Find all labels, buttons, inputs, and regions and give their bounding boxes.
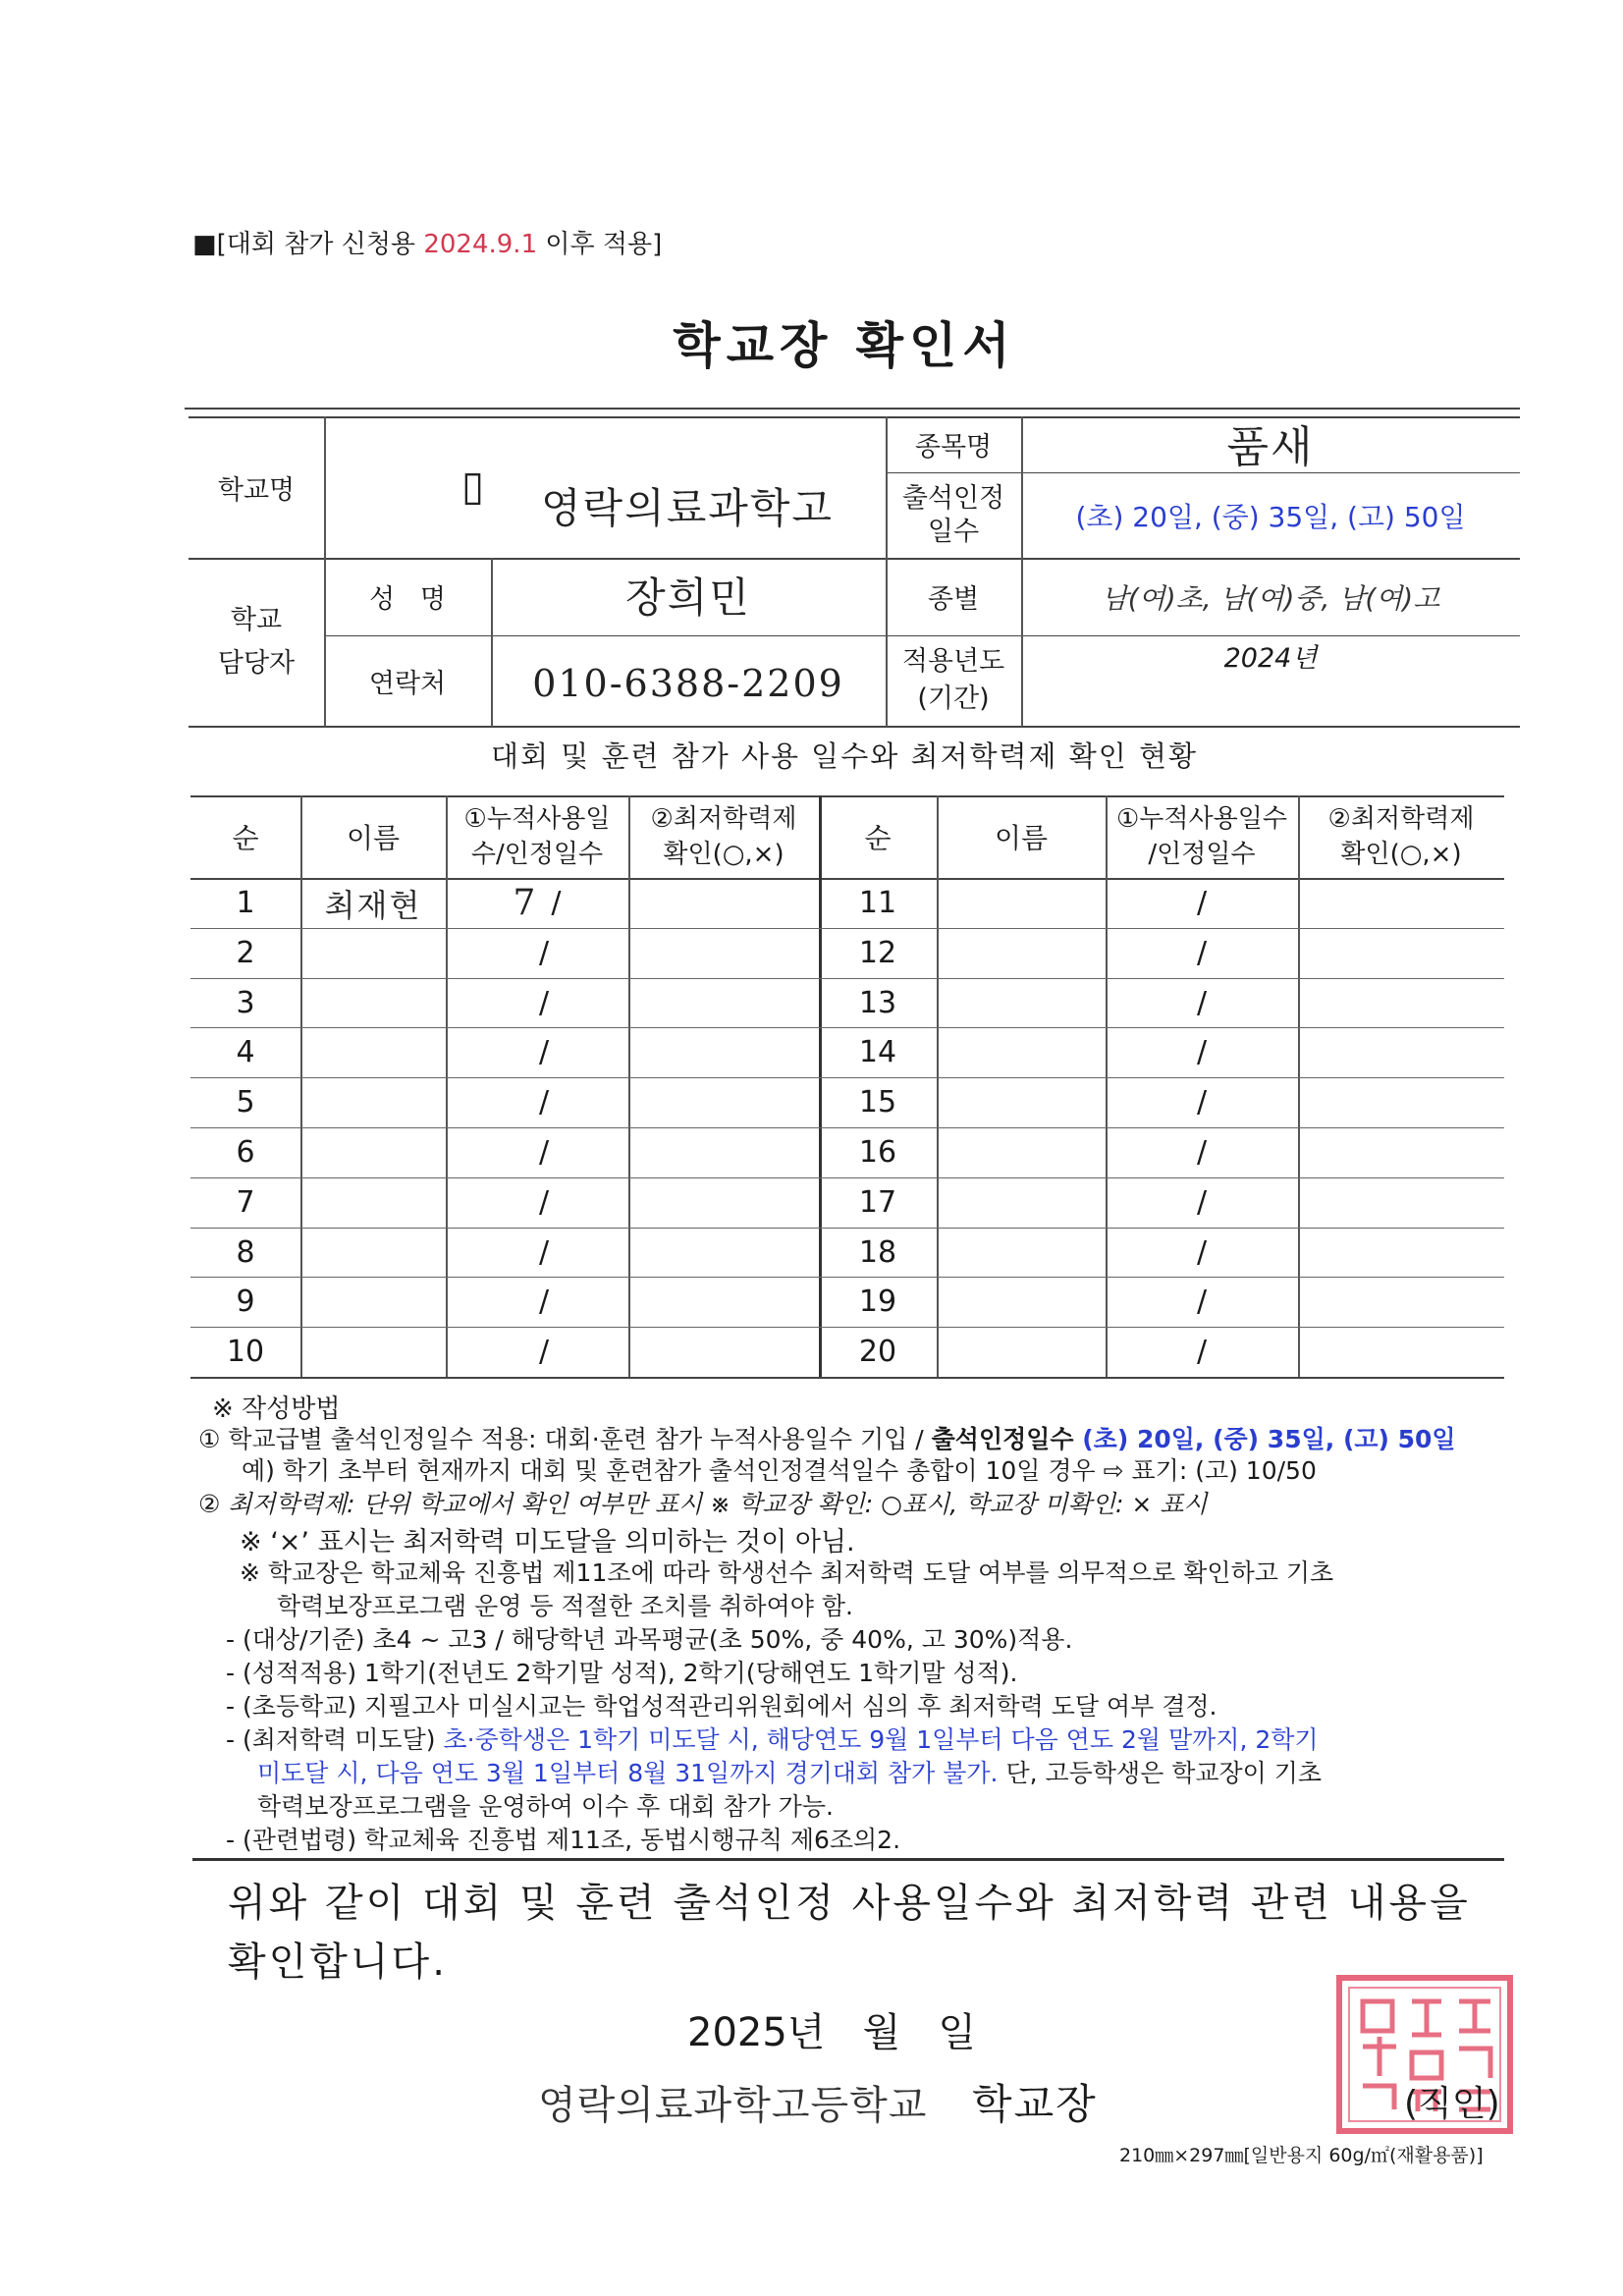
row-check-right bbox=[1298, 1077, 1504, 1127]
row-check bbox=[628, 1077, 819, 1127]
row-number: 10 bbox=[226, 1335, 265, 1369]
row-days-slash: / bbox=[538, 1335, 550, 1369]
notice-line bbox=[192, 224, 662, 260]
row-days-value: 7 bbox=[513, 883, 538, 923]
header-num: 순 bbox=[232, 822, 259, 854]
row-check bbox=[628, 1277, 819, 1327]
note-5: - (대상/기준) 초4 ~ 고3 / 해당학년 과목평균(초 50%, 중 40%, 고 30%)적용. bbox=[226, 1625, 1073, 1654]
confirm-line-1: 위와 같이 대회 및 훈련 출석인정 사용일수와 최저학력 관련 내용을 bbox=[228, 1881, 1471, 1926]
row-days-slash: / bbox=[538, 1185, 550, 1220]
row-name bbox=[300, 1177, 446, 1228]
header-check-2: 확인(○,×) bbox=[663, 840, 784, 869]
event-label: 종목명 bbox=[914, 432, 993, 463]
header-check-right bbox=[1298, 795, 1504, 878]
name-value: 장희민 bbox=[625, 574, 751, 622]
row-name-right bbox=[937, 1127, 1106, 1177]
row-number-right: 11 bbox=[858, 886, 897, 920]
row-name-right bbox=[937, 1228, 1106, 1278]
row-name bbox=[300, 978, 446, 1028]
row-days bbox=[446, 1327, 628, 1377]
header-days-right-2: /인정일수 bbox=[1148, 840, 1256, 869]
manager-label bbox=[189, 558, 324, 726]
note-4-a: ※ 학교장은 학교체육 진흥법 제11조에 따라 학생선수 최저학력 도달 여부를 의무적으로 확인하고 기초 bbox=[240, 1558, 1334, 1587]
row-days-slash: / bbox=[538, 1035, 550, 1069]
note-8-c: 미도달 시, 다음 연도 3월 1일부터 8월 31일까지 경기대회 참가 불가. bbox=[257, 1759, 999, 1787]
note-1 bbox=[198, 1420, 1456, 1455]
row-number-right: 14 bbox=[858, 1035, 897, 1069]
school-prefix-mark: ▯ bbox=[461, 462, 487, 510]
row-check-right bbox=[1298, 1127, 1504, 1177]
attendance-value: (초) 20일, (중) 35일, (고) 50일 bbox=[1075, 500, 1466, 533]
row-days-right: / bbox=[1196, 1135, 1208, 1170]
principal-label: 학교장 bbox=[972, 2080, 1098, 2128]
row-days-slash: / bbox=[538, 1285, 550, 1319]
row-days-right: / bbox=[1196, 1285, 1208, 1319]
row-days-right: / bbox=[1196, 986, 1208, 1020]
row-check-right bbox=[1298, 978, 1504, 1028]
row-check bbox=[628, 1228, 819, 1278]
year-label-2: (기간) bbox=[917, 683, 990, 714]
notice-date: 2024.9.1 bbox=[423, 230, 538, 259]
year-value: 2024년 bbox=[1223, 642, 1318, 674]
row-days bbox=[446, 978, 628, 1028]
header-days-right-1: ①누적사용일수 bbox=[1115, 804, 1287, 834]
row-number-right: 15 bbox=[858, 1085, 897, 1120]
row-days-slash: / bbox=[538, 936, 550, 970]
row-number-right: 20 bbox=[858, 1335, 897, 1369]
year-label-1: 적용년도 bbox=[901, 646, 1005, 677]
note-4-b: 학력보장프로그램 운영 등 적절한 조치를 취하여야 함. bbox=[277, 1592, 853, 1620]
contact-label: 연락처 bbox=[368, 668, 447, 699]
page-title: 학교장 확인서 bbox=[673, 317, 1016, 374]
row-number: 5 bbox=[236, 1085, 255, 1120]
note-6: - (성적적용) 1학기(전년도 2학기말 성적), 2학기(당해연도 1학기말 성적). bbox=[226, 1659, 1018, 1687]
row-check bbox=[628, 1027, 819, 1077]
row-days-slash: / bbox=[551, 886, 562, 920]
row-name-right bbox=[937, 1327, 1106, 1377]
row-number-right: 19 bbox=[858, 1285, 897, 1319]
year-label bbox=[886, 635, 1021, 726]
row-name bbox=[300, 1277, 446, 1327]
attendance-label bbox=[886, 472, 1021, 558]
row-name bbox=[300, 928, 446, 978]
note-1-b: 출석인정일수 bbox=[931, 1425, 1083, 1453]
row-check bbox=[628, 1127, 819, 1177]
event-value: 품새 bbox=[1226, 422, 1315, 472]
row-number-right: 16 bbox=[858, 1135, 897, 1170]
row-days bbox=[446, 1077, 628, 1127]
row-days-slash: / bbox=[538, 1135, 550, 1170]
row-check bbox=[628, 978, 819, 1028]
row-name-right bbox=[937, 1077, 1106, 1127]
row-check bbox=[628, 878, 819, 928]
row-number-right: 18 bbox=[858, 1235, 897, 1270]
row-number: 2 bbox=[236, 936, 255, 970]
note-3: ※ ‘×’ 표시는 최저학력 미도달을 의미하는 것이 아님. bbox=[240, 1527, 855, 1558]
row-number-right: 17 bbox=[858, 1185, 897, 1220]
row-check bbox=[628, 1177, 819, 1228]
row-number: 4 bbox=[236, 1035, 255, 1069]
header-check-1: ②최저학력제 bbox=[650, 804, 797, 834]
header-num-right: 순 bbox=[864, 822, 892, 854]
row-days bbox=[446, 1177, 628, 1228]
paper-spec: 210㎜×297㎜[일반용지 60g/㎡(재활용품)] bbox=[1119, 2145, 1484, 2166]
row-name-right bbox=[937, 1277, 1106, 1327]
row-days-slash: / bbox=[538, 986, 550, 1020]
note-8-line-1 bbox=[226, 1721, 1319, 1756]
row-days bbox=[446, 1027, 628, 1077]
row-number-right: 13 bbox=[858, 986, 897, 1020]
note-9: - (관련법령) 학교체육 진흥법 제11조, 동법시행규칙 제6조의2. bbox=[226, 1826, 901, 1854]
row-days-right: / bbox=[1196, 1085, 1208, 1120]
row-days-right: / bbox=[1196, 1185, 1208, 1220]
header-check-right-2: 확인(○,×) bbox=[1340, 840, 1462, 869]
signature-school: 영락의료과학고등학교 bbox=[538, 2083, 928, 2128]
confirm-line-2: 확인합니다. bbox=[228, 1940, 448, 1985]
row-number: 6 bbox=[236, 1135, 255, 1170]
row-number: 7 bbox=[236, 1185, 255, 1220]
row-name bbox=[300, 1327, 446, 1377]
row-name bbox=[300, 1228, 446, 1278]
row-days-right: / bbox=[1196, 886, 1208, 920]
row-number: 3 bbox=[236, 986, 255, 1020]
row-number-right: 12 bbox=[858, 936, 897, 970]
row-check-right bbox=[1298, 928, 1504, 978]
row-days bbox=[446, 1228, 628, 1278]
row-name-right bbox=[937, 878, 1106, 928]
note-8-line-2 bbox=[257, 1754, 1322, 1789]
row-number: 9 bbox=[236, 1285, 255, 1319]
row-days-right: / bbox=[1196, 1235, 1208, 1270]
header-days bbox=[446, 795, 628, 878]
note-1-c: (초) 20일, (중) 35일, (고) 50일 bbox=[1082, 1425, 1456, 1453]
row-check bbox=[628, 928, 819, 978]
row-name: 최재현 bbox=[324, 886, 422, 924]
header-check-right-1: ②최저학력제 bbox=[1327, 804, 1475, 834]
row-check-right bbox=[1298, 1228, 1504, 1278]
row-check-right bbox=[1298, 1277, 1504, 1327]
row-name bbox=[300, 1127, 446, 1177]
note-1-example: 예) 학기 초부터 현재까지 대회 및 훈련참가 출석인정결석일수 총합이 10일 경우 ⇨ 표기: (고) 10/50 bbox=[242, 1456, 1317, 1485]
attendance-label-1: 출석인정 bbox=[901, 482, 1005, 514]
notes-heading: ※ 작성방법 bbox=[212, 1394, 341, 1424]
row-days-slash: / bbox=[538, 1085, 550, 1120]
note-1-a: ① 학교급별 출석인정일수 적용: 대회·훈련 참가 누적사용일수 기입 / bbox=[198, 1425, 932, 1453]
row-number: 8 bbox=[236, 1235, 255, 1270]
contact-value: 010-6388-2209 bbox=[532, 662, 844, 705]
row-days bbox=[446, 1277, 628, 1327]
row-days bbox=[446, 878, 628, 928]
notice-suffix: 이후 적용] bbox=[537, 230, 663, 259]
gender-value: 남(여)초, 남(여)중, 남(여)고 bbox=[1101, 581, 1440, 615]
row-days-slash: / bbox=[538, 1235, 550, 1270]
school-label: 학교명 bbox=[217, 474, 296, 506]
attendance-label-2: 일수 bbox=[927, 516, 980, 547]
row-name bbox=[300, 1077, 446, 1127]
note-8-b: 초·중학생은 1학기 미도달 시, 해당연도 9월 1일부터 다음 연도 2월 말까지, 2학기 bbox=[443, 1725, 1319, 1754]
row-check-right bbox=[1298, 1327, 1504, 1377]
row-check-right bbox=[1298, 878, 1504, 928]
section-title: 대회 및 훈련 참가 사용 일수와 최저학력제 확인 현황 bbox=[490, 739, 1199, 773]
header-days-right bbox=[1106, 795, 1298, 878]
manager-label-1: 학교 bbox=[230, 604, 283, 635]
note-8-d: 단, 고등학생은 학교장이 기초 bbox=[998, 1759, 1323, 1787]
gender-label: 종별 bbox=[927, 584, 980, 615]
header-name-right: 이름 bbox=[994, 822, 1049, 854]
seal-note: (직인) bbox=[1404, 2084, 1500, 2124]
header-check bbox=[628, 795, 819, 878]
school-value: 영락의료과학고 bbox=[540, 484, 834, 532]
note-7: - (초등학교) 지필고사 미실시교는 학업성적관리위원회에서 심의 후 최저학력 도달 여부 결정. bbox=[226, 1692, 1217, 1721]
row-check-right bbox=[1298, 1177, 1504, 1228]
row-days-right: / bbox=[1196, 1035, 1208, 1069]
header-days-2: 수/인정일수 bbox=[470, 840, 604, 869]
row-days-right: / bbox=[1196, 1335, 1208, 1369]
row-days-right: / bbox=[1196, 936, 1208, 970]
row-number: 1 bbox=[236, 886, 255, 920]
row-check bbox=[628, 1327, 819, 1377]
manager-label-2: 담당자 bbox=[217, 647, 296, 679]
notice-prefix: ■[대회 참가 신청용 bbox=[192, 230, 424, 259]
row-name bbox=[300, 1027, 446, 1077]
header-name: 이름 bbox=[346, 822, 401, 854]
note-8-a: - (최저학력 미도달) bbox=[226, 1725, 444, 1754]
row-days bbox=[446, 928, 628, 978]
note-8-e: 학력보장프로그램을 운영하여 이수 후 대회 참가 가능. bbox=[257, 1792, 834, 1821]
note-2: ② 최저학력제: 단위 학교에서 확인 여부만 표시 ※ 학교장 확인: ○표시, 학교장 미확인: × 표시 bbox=[198, 1490, 1208, 1518]
name-label: 성 명 bbox=[369, 584, 446, 615]
header-days-1: ①누적사용일 bbox=[463, 804, 611, 834]
notes-divider bbox=[192, 1858, 1504, 1861]
row-name-right bbox=[937, 928, 1106, 978]
row-check-right bbox=[1298, 1027, 1504, 1077]
row-name-right bbox=[937, 1177, 1106, 1228]
row-days bbox=[446, 1127, 628, 1177]
confirm-date: 2025년 월 일 bbox=[687, 2010, 977, 2055]
row-name-right bbox=[937, 978, 1106, 1028]
row-name-right bbox=[937, 1027, 1106, 1077]
